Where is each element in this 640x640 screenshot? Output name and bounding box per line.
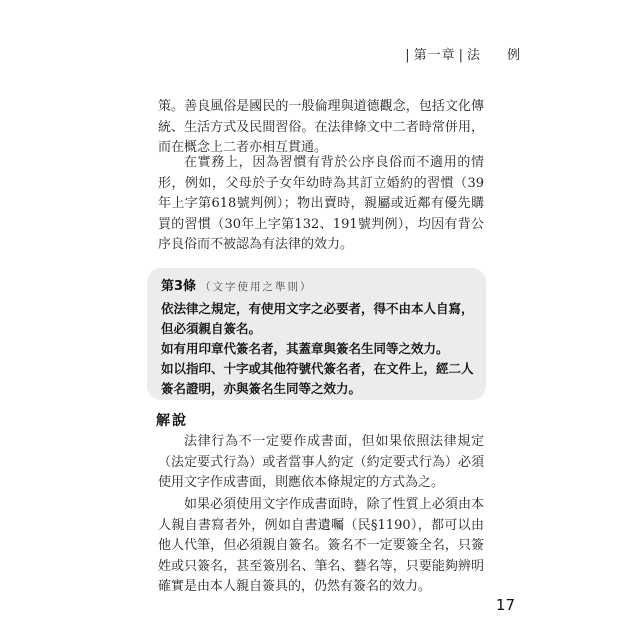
- article-name: （文字使用之準則）: [200, 281, 313, 293]
- article-box: [147, 268, 486, 400]
- article-line: 依法律之規定，有使用文字之必要者，得不由本人自寫，: [161, 301, 474, 316]
- running-head: [402, 44, 527, 63]
- paragraph-block-1: [158, 97, 484, 159]
- article-line: 如以指印、十字或其他符號代簽名者，在文件上，經二人: [161, 361, 474, 376]
- paragraph-explanation-1: 法律行為不一定要作成書面，但如果依照法律規定（法定要式行為）或者當事人約定（約定要式行為）必須使用文字作成書面，則應依本條規定的方式為之。: [158, 434, 484, 490]
- paragraph-explanation-2: 如果必須使用文字作成書面時，除了性質上必須由本人親自書寫者外，例如自書遺囑（民§1190），都可以由他人代筆，但必須親自簽名。簽名不一定要簽全名，只簽姓或只簽名，甚至簽別名、筆名、藝名等，只要能夠辨明確實是由本人親自簽具的，仍然有簽名的效力。: [158, 497, 484, 594]
- running-head-separator-right: |: [458, 48, 464, 63]
- chapter-label: 第一章: [413, 48, 456, 63]
- chapter-title: 法 例: [466, 48, 527, 63]
- article-line: 但必須親自簽名。: [161, 321, 262, 336]
- explanation-heading: 解說: [156, 413, 188, 429]
- article-heading: [161, 276, 474, 298]
- paragraph-block-3: [158, 432, 484, 494]
- paragraph-block-4: [158, 495, 484, 598]
- paragraph-good-customs: 策。善良風俗是國民的一般倫理與道德觀念，包括文化傳統、生活方式及民間習俗。在法律條文中二者時常併用，而在概念上二者亦相互貫通。: [158, 99, 484, 155]
- page-number: 17: [495, 596, 515, 614]
- article-line: 簽名證明，亦與簽名生同等之效力。: [161, 381, 362, 396]
- running-head-separator-left: |: [405, 48, 411, 63]
- article-line: 如有用印章代簽名者，其蓋章與簽名生同等之效力。: [161, 341, 449, 356]
- paragraph-block-2: [158, 153, 484, 256]
- paragraph-practice: 在實務上，因為習慣有背於公序良俗而不適用的情形，例如，父母於子女年幼時為其訂立婚約的習慣（39年上字第618號判例）；物出賣時，親屬或近鄰有優先購買的習慣（30年上字第132、191號判例），均因有背公序良俗而不被認為有法律的效力。: [158, 155, 484, 252]
- article-number: 第3條: [161, 279, 197, 294]
